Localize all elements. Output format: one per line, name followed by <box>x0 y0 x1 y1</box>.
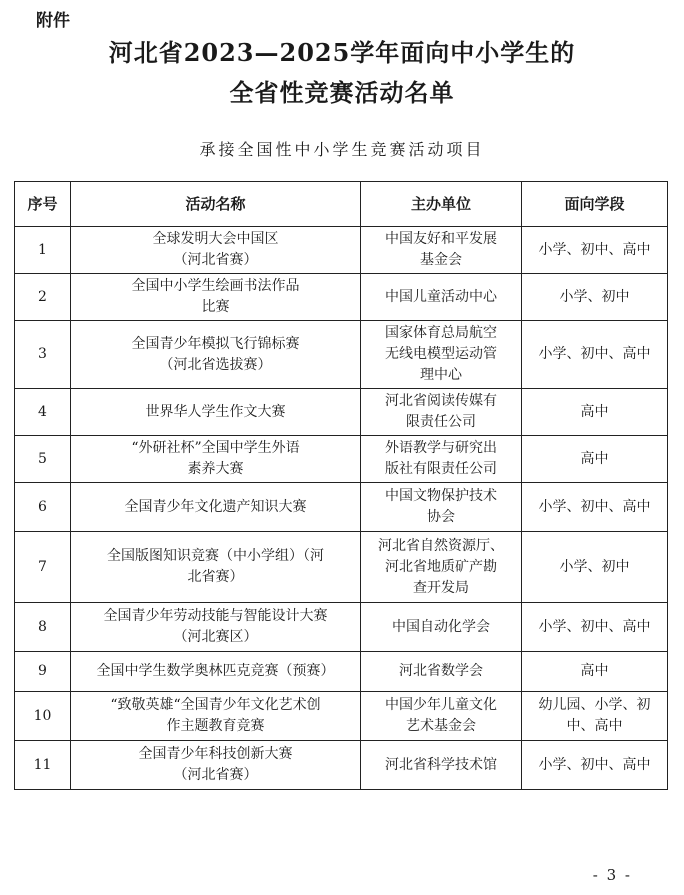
organizer-line: 协会 <box>427 509 455 525</box>
attachment-label: 附件 <box>36 11 70 31</box>
organizer-line: 版社有限责任公司 <box>385 461 497 477</box>
organizer-line: 外语教学与研究出 <box>385 440 497 456</box>
header-school-level: 面向学段 <box>522 182 668 227</box>
activity-name-line: 全国青少年模拟飞行锦标赛 <box>131 335 300 352</box>
organizer <box>361 389 522 436</box>
school-level <box>522 603 668 652</box>
activity-name <box>71 389 361 436</box>
organizer-line: 查开发局 <box>413 579 469 596</box>
organizer <box>361 532 522 603</box>
activity-name-line: （河北省赛） <box>173 767 258 783</box>
school-level-line: 小学、初中、高中 <box>538 241 651 258</box>
row-number: 5 <box>15 436 71 483</box>
activity-name <box>71 274 361 321</box>
organizer-line: 理中心 <box>420 367 462 383</box>
school-level-line: 幼儿园、小学、初 <box>538 697 651 713</box>
activity-name-line: （河北省赛） <box>173 252 258 268</box>
organizer-line: 河北省数学会 <box>399 663 483 679</box>
organizer <box>361 436 522 483</box>
activity-name <box>71 692 361 741</box>
row-number: 11 <box>15 741 71 790</box>
activity-name-line: 全国青少年文化遗产知识大赛 <box>124 498 307 515</box>
activity-name <box>71 603 361 652</box>
activity-name-line: “致敬英雄“全国青少年文化艺术创 <box>110 697 321 713</box>
organizer-line: 河北省自然资源厅、 <box>378 537 504 554</box>
school-level <box>522 227 668 274</box>
organizer <box>361 227 522 274</box>
activity-name <box>71 532 361 603</box>
section-subtitle: 承接全国性中小学生竞赛活动项目 <box>199 140 485 159</box>
activity-name-line: 世界华人学生作文大赛 <box>145 403 286 420</box>
activity-name-line: （河北省选拔赛） <box>159 356 272 373</box>
activity-name-line: （河北赛区） <box>173 629 258 645</box>
school-level <box>522 532 668 603</box>
organizer <box>361 483 522 532</box>
table-row <box>15 436 668 483</box>
organizer-line: 中国儿童活动中心 <box>385 288 497 305</box>
row-number: 7 <box>15 532 71 603</box>
table-row <box>15 532 668 603</box>
school-level <box>522 436 668 483</box>
activity-name <box>71 652 361 692</box>
page-number: - 3 - <box>592 866 632 884</box>
school-level <box>522 389 668 436</box>
row-number: 4 <box>15 389 71 436</box>
activity-name-line: 素养大赛 <box>187 461 244 477</box>
table-row <box>15 741 668 790</box>
school-level <box>522 483 668 532</box>
table-row <box>15 483 668 532</box>
activity-name <box>71 321 361 389</box>
activity-name <box>71 436 361 483</box>
organizer-line: 无线电模型运动管 <box>385 346 497 362</box>
school-level-line: 小学、初中 <box>559 288 630 305</box>
school-level <box>522 321 668 389</box>
organizer-line: 中国友好和平发展 <box>385 231 497 247</box>
organizer-line: 中国少年儿童文化 <box>385 697 497 713</box>
table-row <box>15 227 668 274</box>
organizer <box>361 692 522 741</box>
school-level <box>522 692 668 741</box>
organizer-line: 中国自动化学会 <box>392 618 490 635</box>
school-level-line: 小学、初中、高中 <box>538 346 651 362</box>
row-number: 3 <box>15 321 71 389</box>
school-level-line: 高中 <box>580 450 609 467</box>
table-row <box>15 652 668 692</box>
organizer <box>361 652 522 692</box>
organizer-line: 河北省地质矿产勘 <box>385 558 497 575</box>
table-row <box>15 274 668 321</box>
school-level-line: 小学、初中、高中 <box>538 498 651 515</box>
organizer-line: 基金会 <box>420 252 462 268</box>
row-number: 8 <box>15 603 71 652</box>
activity-name-line: 全国中学生数学奥林匹克竞赛（预赛） <box>96 663 335 679</box>
school-level-line: 小学、初中、高中 <box>538 756 651 773</box>
row-number: 10 <box>15 692 71 741</box>
school-level-line: 小学、初中 <box>559 558 630 575</box>
row-number: 9 <box>15 652 71 692</box>
table-row <box>15 321 668 389</box>
school-level-line: 中、高中 <box>566 718 623 734</box>
school-level-line: 高中 <box>580 663 609 679</box>
organizer-line: 河北省阅读传媒有 <box>385 393 497 409</box>
activity-name-line: “外研社杯”全国中学生外语 <box>131 440 300 456</box>
organizer <box>361 321 522 389</box>
activity-name <box>71 227 361 274</box>
competition-table <box>14 181 668 790</box>
header-number: 序号 <box>15 182 71 227</box>
organizer <box>361 274 522 321</box>
organizer-line: 中国文物保护技术 <box>385 488 497 504</box>
activity-name-line: 比赛 <box>201 299 230 315</box>
row-number: 6 <box>15 483 71 532</box>
school-level-line: 小学、初中、高中 <box>538 618 651 635</box>
row-number: 2 <box>15 274 71 321</box>
header-activity-name: 活动名称 <box>71 182 361 227</box>
document-title-line-2: 全省性竞赛活动名单 <box>229 78 455 107</box>
table-header-row <box>15 182 668 227</box>
activity-name-line: 作主题教育竞赛 <box>166 718 265 734</box>
organizer-line: 河北省科学技术馆 <box>385 756 497 773</box>
activity-name-line: 全国版图知识竞赛（中小学组）（河 <box>107 548 324 564</box>
activity-name-line: 北省赛） <box>187 569 244 585</box>
table-row <box>15 692 668 741</box>
school-level <box>522 652 668 692</box>
activity-name <box>71 483 361 532</box>
activity-name <box>71 741 361 790</box>
activity-name-line: 全球发明大会中国区 <box>152 231 279 247</box>
document-title-line-1: 河北省2023—2025学年面向中小学生的 <box>108 38 576 67</box>
school-level <box>522 274 668 321</box>
row-number: 1 <box>15 227 71 274</box>
organizer-line: 国家体育总局航空 <box>385 325 497 341</box>
school-level-line: 高中 <box>580 403 609 420</box>
school-level <box>522 741 668 790</box>
activity-name-line: 全国青少年劳动技能与智能设计大赛 <box>103 608 328 624</box>
table-row <box>15 603 668 652</box>
header-organizer: 主办单位 <box>361 182 522 227</box>
table-row <box>15 389 668 436</box>
organizer-line: 限责任公司 <box>406 414 476 430</box>
organizer <box>361 603 522 652</box>
activity-name-line: 全国青少年科技创新大赛 <box>138 746 293 762</box>
activity-name-line: 全国中小学生绘画书法作品 <box>131 278 300 294</box>
organizer <box>361 741 522 790</box>
organizer-line: 艺术基金会 <box>406 718 476 734</box>
